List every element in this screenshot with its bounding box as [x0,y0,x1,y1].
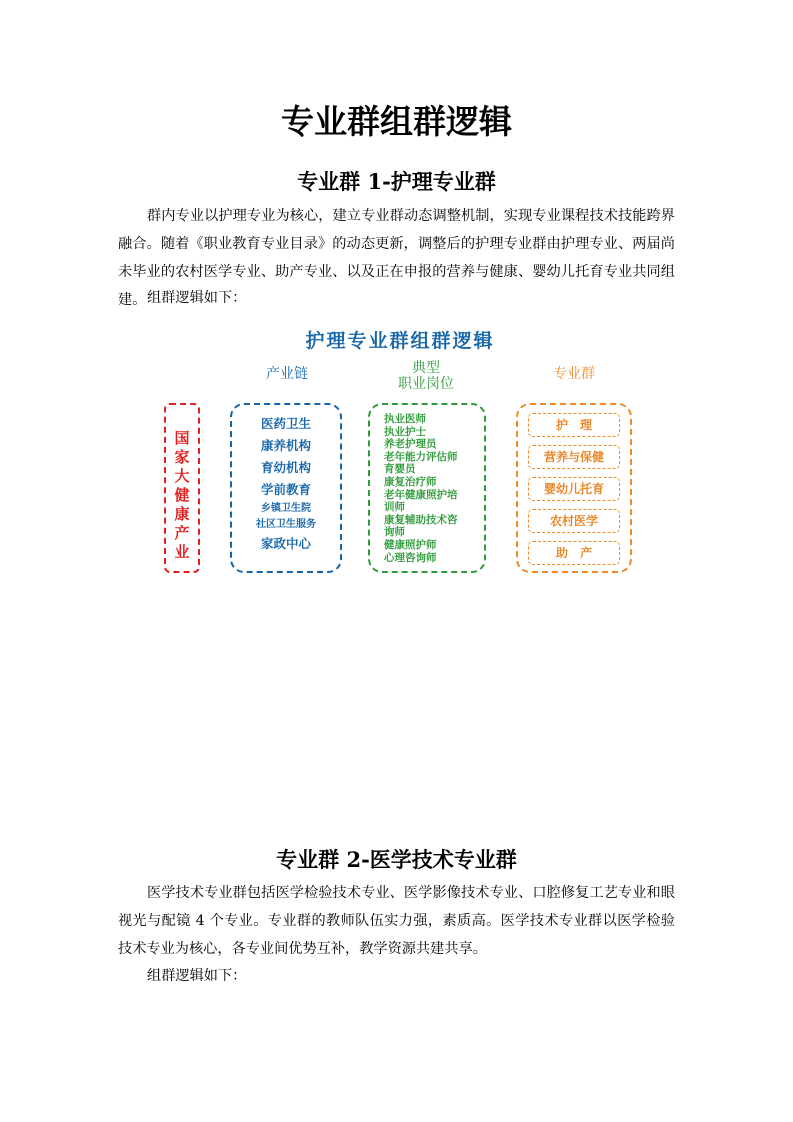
major-pill: 农村医学 [528,509,620,533]
major-pill: 婴幼儿托育 [528,477,620,501]
job-item: 康复治疗师 [384,475,437,488]
industry-chain-box [230,403,342,573]
job-item: 心理咨询师 [384,551,437,564]
national-health-industry-box [164,403,200,573]
job-item: 训师 [384,501,405,514]
industry-item: 家政中心 [260,536,311,551]
section-1-lead: 组群逻辑如下： [147,290,247,306]
red-char: 业 [174,543,190,561]
job-item: 健康照护师 [384,538,437,551]
diagram-title: 护理专业群组群逻辑 [305,330,495,352]
red-char: 国 [174,429,190,447]
section-1-paragraph: 群内专业以护理专业为核心，建立专业群动态调整机制，实现专业课程技术技能跨界融合。随着《职业教育专业目录》的动态更新，调整后的护理专业群由护理专业、两届尚未毕业的农村医学专业、助产专业、以及正在申报的营养与健康、婴幼儿托育专业共同组建。 [118,208,675,308]
industry-item: 康养机构 [260,438,311,453]
major-pill: 营养与保健 [528,445,620,469]
red-char: 健 [174,486,190,504]
job-item: 老年能力评估师 [384,450,458,463]
major-pill: 护 理 [528,413,620,437]
job-heading-line-2: 职业岗位 [398,376,454,392]
job-item: 育婴员 [384,463,416,476]
section-1-title: 专业群 1-护理专业群 [297,169,496,194]
job-list [384,413,458,564]
red-char: 家 [174,448,190,466]
red-char: 康 [174,505,190,523]
nursing-group-diagram [150,322,650,580]
industry-chain-heading: 产业链 [266,366,308,382]
page-title: 专业群组群逻辑 [281,102,512,141]
industry-item: 育幼机构 [260,460,311,475]
job-item: 执业护士 [384,425,426,438]
major-group-heading: 专业群 [553,366,595,382]
job-item: 询师 [384,526,405,539]
section-2-lead: 组群逻辑如下： [147,968,247,984]
job-item: 老年健康照护培 [384,488,458,501]
section-2-paragraph: 医学技术专业群包括医学检验技术专业、医学影像技术专业、口腔修复工艺专业和眼视光与配镜 4 个专业。专业群的教师队伍实力强，素质高。医学技术专业群以医学检验技术专业为核心，各专业间优势互补，教学资源共建共享。 [118,885,675,957]
red-char: 大 [174,467,190,485]
job-box [368,403,486,573]
industry-item: 医药卫生 [260,416,311,431]
national-health-industry-label [166,429,198,562]
red-char: 产 [174,524,190,542]
industry-list [232,413,340,555]
job-heading-line-1: 典型 [412,360,440,376]
section-2-title: 专业群 2-医学技术专业群 [276,847,517,872]
industry-item: 乡镇卫生院 [261,503,311,514]
major-group-box [516,403,632,573]
major-pill: 助 产 [528,541,620,565]
job-item: 养老护理员 [384,438,437,451]
industry-item: 社区卫生服务 [256,519,316,530]
industry-item: 学前教育 [260,482,311,497]
job-item: 康复辅助技术咨 [384,513,458,526]
job-heading [376,360,476,392]
job-item: 执业医师 [384,413,426,425]
